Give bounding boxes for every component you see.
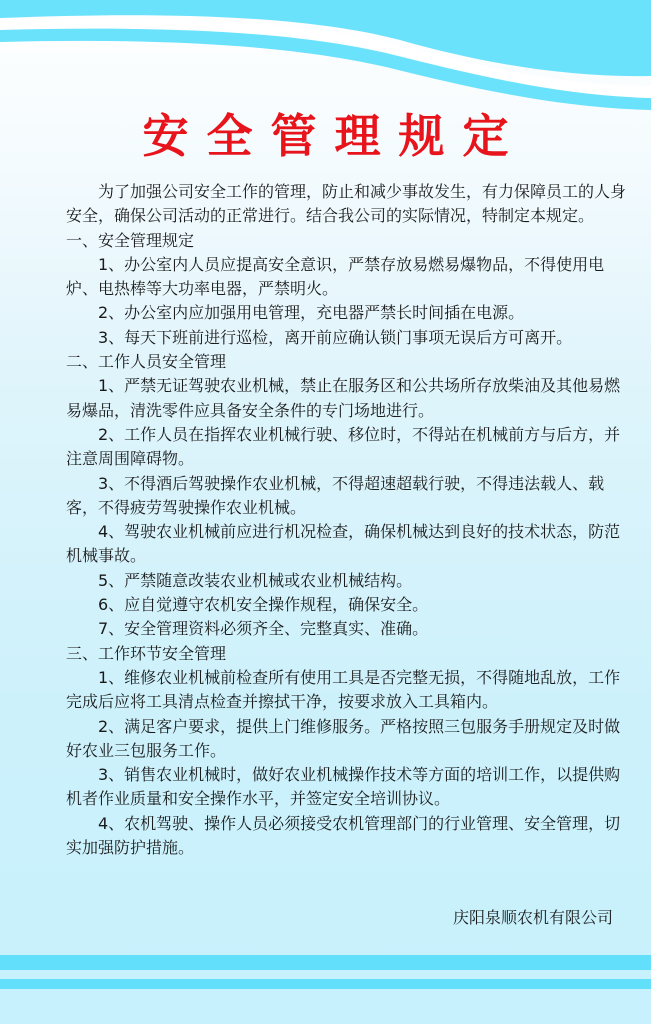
list-item: 3、不得酒后驾驶操作农业机械，不得超速超载行驶，不得违法载人、载客，不得疲劳驾驶操作农业机械。: [66, 473, 605, 517]
list-item: 4、农机驾驶、操作人员必须接受农机管理部门的行业管理、安全管理，切实加强防护措施。: [66, 813, 621, 858]
list-item: 2、工作人员在指挥农业机械行驶、移位时，不得站在机械前方与后方，并注意周围障碍物。: [66, 424, 621, 469]
section-heading: 三、工作环节安全管理: [66, 643, 227, 663]
regulation-body: [66, 180, 630, 860]
list-item: 2、办公室内应加强用电管理，充电器严禁长时间插在电源。: [98, 303, 525, 323]
bottom-stripe-decoration: [0, 955, 651, 970]
list-item: 4、驾驶农业机械前应进行机况检查，确保机械达到良好的技术状态，防范机械事故。: [66, 522, 621, 566]
list-item: 5、严禁随意改装农业机械或农业机械结构。: [98, 570, 413, 590]
intro-paragraph: 为了加强公司安全工作的管理，防止和减少事故发生，有力保障员工的人身安全，确保公司活动的正常进行。结合我公司的实际情况，特制定本规定。: [66, 182, 627, 226]
section-heading: 二、工作人员安全管理: [66, 352, 227, 372]
bottom-stripe-decoration: [0, 979, 651, 989]
section-heading: 一、安全管理规定: [66, 230, 195, 250]
list-item: 3、销售农业机械时，做好农业机械操作技术等方面的培训工作，以提供购机者作业质量和安全操作水平，并签定安全培训协议。: [66, 765, 621, 809]
list-item: 3、每天下班前进行巡检，离开前应确认锁门事项无误后方可离开。: [98, 327, 573, 347]
list-item: 6、应自觉遵守农机安全操作规程，确保安全。: [98, 595, 429, 615]
list-item: 1、严禁无证驾驶农业机械，禁止在服务区和公共场所存放柴油及其他易燃易爆品，清洗零件应具备安全条件的专门场地进行。: [66, 376, 621, 420]
list-item: 1、维修农业机械前检查所有使用工具是否完整无损，不得随地乱放，工作完成后应将工具清点检查并擦拭干净，按要求放入工具箱内。: [66, 667, 621, 712]
list-item: 2、满足客户要求，提供上门维修服务。严格按照三包服务手册规定及时做好农业三包服务工作。: [66, 716, 621, 760]
list-item: 1、办公室内人员应提高安全意识，严禁存放易燃易爆物品，不得使用电炉、电热棒等大功率电器，严禁明火。: [66, 254, 605, 299]
page-title: 安全管理规定: [142, 109, 527, 163]
company-signature: 庆阳泉顺农机有限公司: [452, 908, 613, 927]
list-item: 7、安全管理资料必须齐全、完整真实、准确。: [98, 619, 429, 639]
